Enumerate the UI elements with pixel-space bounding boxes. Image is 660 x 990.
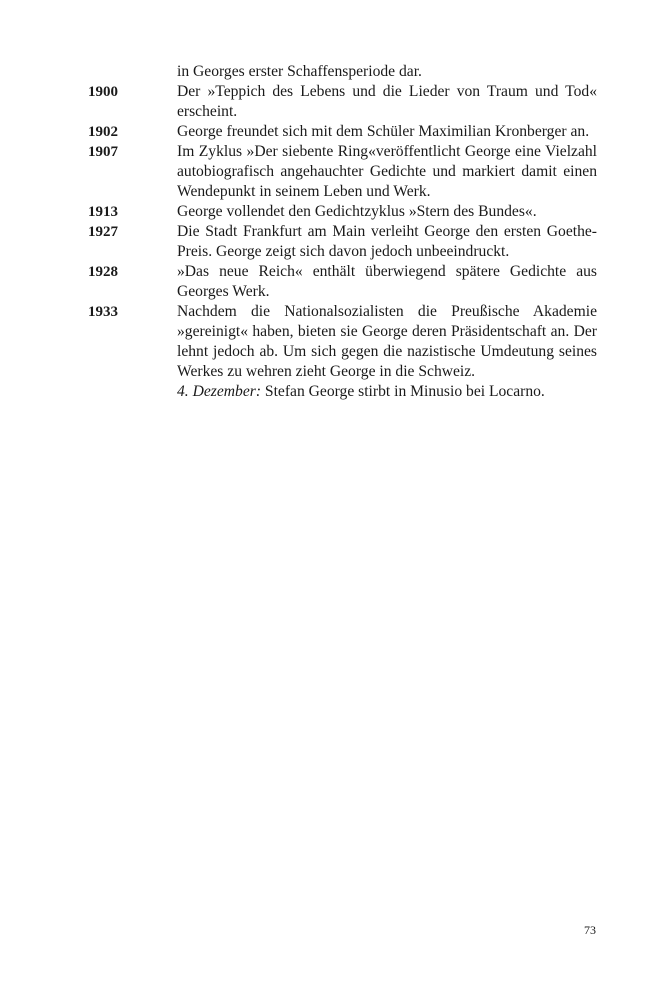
chronology-entry xyxy=(88,202,597,222)
date-text: Stefan George stirbt in Minusio bei Locarno. xyxy=(261,383,545,400)
chronology-entry xyxy=(88,62,597,82)
entry-year: 1927 xyxy=(88,224,118,240)
entry-paragraph: Im Zyklus »Der siebente Ring«veröffentlicht George eine Vielzahl autobiografisch angehauchter Gedichte und markiert damit einen Wendepunkt in seinem Leben und Werk. xyxy=(177,143,597,200)
entry-year: 1928 xyxy=(88,264,118,280)
chronology-entry xyxy=(88,82,597,122)
entry-text xyxy=(177,202,597,222)
entry-text xyxy=(177,262,597,302)
entry-text xyxy=(177,222,597,262)
entry-year: 1902 xyxy=(88,124,118,140)
chronology-entry xyxy=(88,122,597,142)
entry-year: 1933 xyxy=(88,304,118,320)
entry-paragraph: Nachdem die Nationalsozialisten die Preußische Akademie »gereinigt« haben, bieten sie George deren Präsidentschaft an. Der lehnt jedoch ab. Um sich gegen die nazistische Umdeutung seines Werkes zu wehren zieht George in die Schweiz. xyxy=(177,303,597,380)
entry-text xyxy=(177,122,597,142)
chronology-entry xyxy=(88,302,597,402)
entry-year: 1907 xyxy=(88,144,118,160)
entry-paragraph: George vollendet den Gedichtzyklus »Stern des Bundes«. xyxy=(177,203,537,220)
entry-year: 1900 xyxy=(88,84,118,100)
entry-paragraph: Die Stadt Frankfurt am Main verleiht George den ersten Goethe-Preis. George zeigt sich davon jedoch unbeeindruckt. xyxy=(177,223,597,260)
entry-paragraph: »Das neue Reich« enthält überwiegend spätere Gedichte aus Georges Werk. xyxy=(177,263,597,300)
entry-paragraph: in Georges erster Schaffensperiode dar. xyxy=(177,63,422,80)
entry-text xyxy=(177,82,597,122)
chronology-entry xyxy=(88,142,597,202)
entry-text xyxy=(177,142,597,202)
entry-paragraph: George freundet sich mit dem Schüler Maximilian Kronberger an. xyxy=(177,123,590,140)
page-number: 73 xyxy=(584,923,596,937)
chronology xyxy=(88,62,597,402)
entry-paragraph xyxy=(177,382,597,402)
entry-paragraph: Der »Teppich des Lebens und die Lieder von Traum und Tod« erscheint. xyxy=(177,83,597,120)
entry-year: 1913 xyxy=(88,204,118,220)
entry-text xyxy=(177,62,597,82)
chronology-entry xyxy=(88,262,597,302)
date-lead: 4. Dezember: xyxy=(177,383,262,400)
entry-text xyxy=(177,302,597,402)
chronology-entry xyxy=(88,222,597,262)
